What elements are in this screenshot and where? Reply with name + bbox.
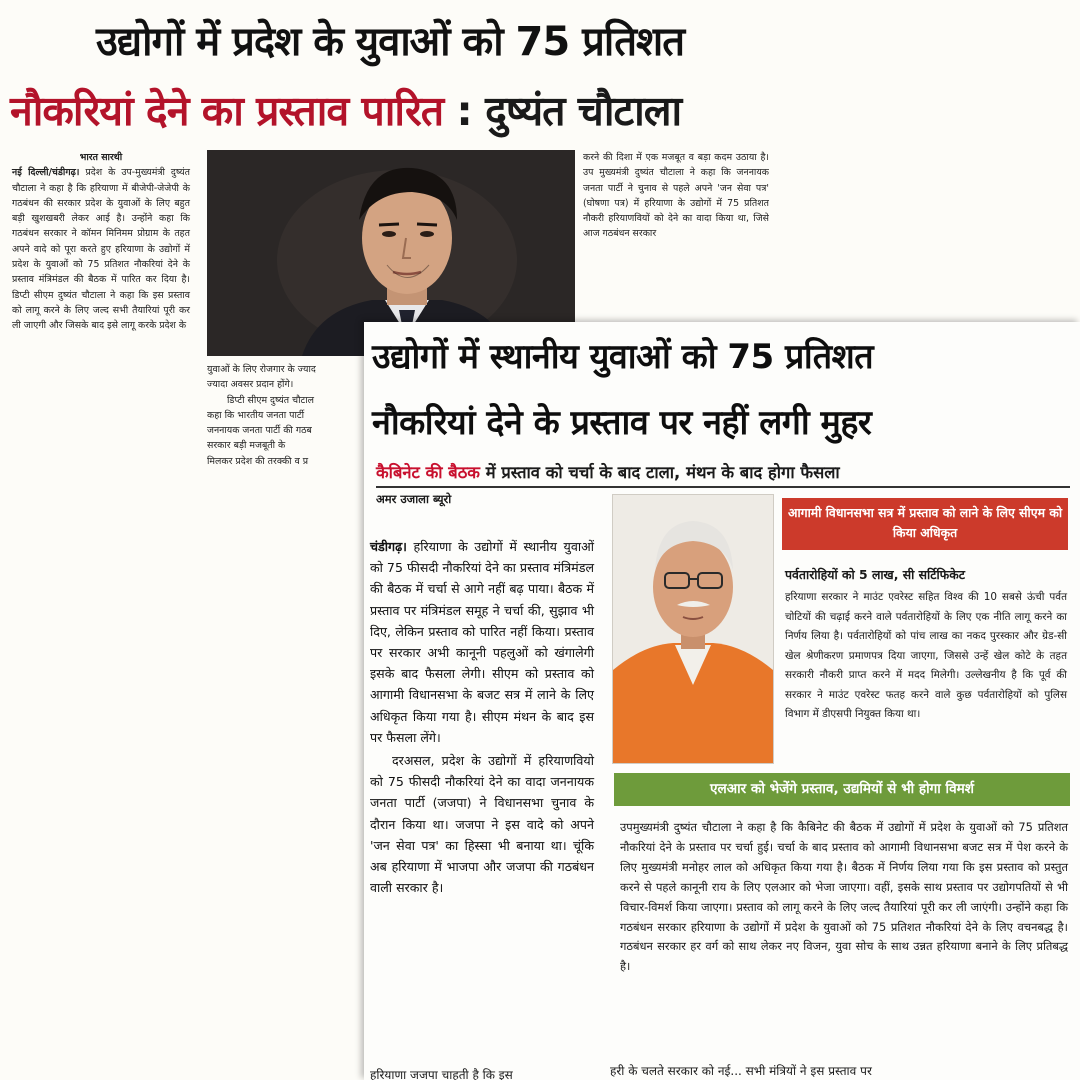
portrait-illustration-2 bbox=[613, 495, 773, 763]
body-cut-line: हरियाणा जजपा चाहती है कि इस bbox=[370, 1068, 513, 1080]
body-paragraph-2: दरअसल, प्रदेश के उद्योगों में हरियाणवियो को 75 फीसदी नौकरियां देने का वादा जननायक जनता पार्टी (जजपा) ने विधानसभा चुनाव के दौरान किया था। जजपा ने इस वादे को अपने 'जन सेवा पत्र' का हिस्सा भी बनाया था। चूंकि अब हरियाणा में भाजपा और जजपा की गठबंधन वाली सरकार है। bbox=[370, 753, 594, 896]
top-article-column-2 bbox=[207, 362, 365, 469]
column-2-line: मिलकर प्रदेश की तरक्की व प्र bbox=[207, 455, 309, 467]
lr-proposal-body: उपमुख्यमंत्री दुष्यंत चौटाला ने कहा है कि कैबिनेट की बैठक में उद्योगों में प्रदेश के युवाओं को 75 प्रतिशत नौकरियां देने के प्रस्ताव पर चर्चा हुई। चर्चा के बाद प्रस्ताव को आगामी विधानसभा बजट सत्र में पेश करने के लिए मुख्यमंत्री मनोहर लाल को अधिकृत किया गया है। बैठक में निर्णय लिया गया कि इस प्रस्ताव को प्रस्तुत करने से पहले कानूनी राय के लिए एलआर को भेजा जाएगा। वहीं, इसके साथ प्रस्ताव पर उद्योगपतियों से भी विचार-विमर्श किया जाएगा। प्रस्ताव को लागू करने के लिए जल्द तैयारियां पूरी कर ली जाएंगी। उन्होंने कहा कि गठबंधन सरकार हरियाणा के उद्योगों में प्रदेश के युवाओं को 75 प्रतिशत नौकरियां देने के लिए वचनबद्ध है। गठबंधन सरकार हर वर्ग को साथ लेकर नए विजन, युवा सोच के साथ उन्नत हरियाणा बनाने के लिए प्रतिबद्ध है। bbox=[620, 820, 1068, 974]
overlay-subheadline bbox=[376, 460, 1076, 483]
mountaineers-body: हरियाणा सरकार ने माउंट एवरेस्ट सहित विश्व की 10 सबसे ऊंची पर्वत चोटियों की चढ़ाई करने वाले पर्वतारोहियों के लिए एक नीति लागू करने का निर्णय लिया है। पर्वतारोहियों को पांच लाख का नकद पुरस्कार और ग्रेड-सी खेल श्रेणीकरण प्रमाणपत्र दिया जाएगा, जिससे उन्हें खेल कोटे के तहत सरकारी नौकरी प्राप्त करने में मदद मिलेगी। उल्लेखनीय है कि पूर्व की सरकार ने माउंट एवरेस्ट फतह करने वाले कुछ पर्वतारोहियों को पुलिस विभाग में डीएसपी नियुक्त किया था। bbox=[785, 591, 1067, 720]
manohar-lal-photo bbox=[612, 494, 774, 764]
bottom-cut-line: हरी के चलते सरकार को नई... सभी मंत्रियों ने इस प्रस्ताव पर bbox=[610, 1064, 872, 1078]
column-1-text: प्रदेश के उप-मुख्यमंत्री दुष्यंत चौटाला ने कहा है कि हरियाणा में बीजेपी-जेजेपी के गठबंधन की सरकार प्रदेश के युवाओं के लिए बहुत बड़ी खुशखबरी लेकर आई है। उन्होंने कहा कि गठबंधन सरकार ने कॉमन मिनिमम प्रोग्राम के तहत अपने वादे को पूरा करते हुए हरियाणा के उद्योगों में प्रदेश के युवाओं को 75 प्रतिशत नौकरियां देने के प्रस्ताव मंत्रिमंडल की बैठक में पारित कर दिया है। डिप्टी सीएम दुष्यंत चौटाला ने कहा कि इस प्रस्ताव को लागू करने के लिए जल्द सभी तैयारियां पूरी कर ली जाएगी और जिसके बाद इसे लागू करके प्रदेश के bbox=[12, 167, 191, 332]
top-headline-red: नौकरियां देने का प्रस्ताव पारित bbox=[10, 87, 444, 135]
column-2-line: सरकार बड़ी मजबूती के bbox=[207, 440, 286, 452]
overlay-headline-line2: नौकरियां देने के प्रस्ताव पर नहीं लगी मुहर bbox=[372, 403, 872, 443]
overlay-body-text bbox=[370, 536, 594, 898]
top-article-column-1 bbox=[12, 150, 190, 334]
top-headline-line2 bbox=[10, 82, 780, 138]
body-dateline: चंडीगढ़। bbox=[370, 539, 407, 554]
body-paragraph bbox=[370, 536, 594, 748]
overlay-headline-line1: उद्योगों में स्थानीय युवाओं को 75 प्रतिशत bbox=[372, 337, 874, 377]
top-headline-name: दुष्यंत चौटाला bbox=[485, 87, 682, 135]
column-2-line: डिप्टी सीएम दुष्यंत चौटाल bbox=[227, 394, 315, 406]
dateline: नई दिल्ली/चंडीगढ़। bbox=[12, 167, 80, 179]
highlight-box-green: एलआर को भेजेंगे प्रस्ताव, उद्यमियों से भी होगा विमर्श bbox=[614, 773, 1070, 806]
top-headline-separator: : bbox=[443, 87, 486, 135]
column-2-line: कहा कि भारतीय जनता पार्टी bbox=[207, 409, 305, 421]
mountaineers-heading: पर्वतारोहियों को 5 लाख, सी सर्टिफिकेट bbox=[785, 567, 965, 582]
column-2-line: जननायक जनता पार्टी की गठब bbox=[207, 425, 312, 437]
column-2-line: ज्यादा अवसर प्रदान होंगे। bbox=[207, 379, 294, 391]
body-paragraph-1: हरियाणा के उद्योगों में स्थानीय युवाओं को 75 फीसदी नौकरियां देने का प्रस्ताव मंत्रिमंडल की बैठक में चर्चा से आगे नहीं बढ़ पाया। बैठक में प्रस्ताव पर मंत्रिमंडल समूह ने चर्चा की, सुझाव भी दिए, लेकिन प्रस्ताव को पारित नहीं किया। प्रस्ताव पर सरकार अभी कानूनी पहलुओं को खंगालेगी इसके बाद फैसला लेगी। सीएम को प्रस्ताव को आगामी विधानसभा के बजट सत्र में लाने के लिए अधिकृत किया गया है। सीएम मंथन के बाद इस पर फैसला लेंगे। bbox=[370, 539, 594, 745]
source-byline: भारत सारथी bbox=[79, 152, 123, 163]
top-headline-line1: उद्योगों में प्रदेश के युवाओं को 75 प्रतिशत bbox=[95, 19, 685, 65]
subheadline-red: कैबिनेट की बैठक bbox=[376, 463, 480, 482]
highlight-box-red: आगामी विधानसभा सत्र में प्रस्ताव को लाने के लिए सीएम को किया अधिकृत bbox=[782, 498, 1068, 550]
divider bbox=[376, 486, 1070, 488]
overlay-byline: अमर उजाला ब्यूरो bbox=[376, 492, 452, 506]
subheadline-rest: में प्रस्ताव को चर्चा के बाद टाला, मंथन के बाद होगा फैसला bbox=[479, 463, 840, 482]
column-2-line: युवाओं के लिए रोजगार के ज्याद bbox=[207, 364, 316, 375]
top-article-column-3: करने की दिशा में एक मजबूत व बड़ा कदम उठाया है। उप मुख्यमंत्री दुष्यंत चौटाला ने कहा कि जननायक जनता पार्टी ने चुनाव से पहले अपने 'जन सेवा पत्र' (घोषणा पत्र) में हरियाणा के उद्योगों में 75 प्रतिशत नौकरी हरियाणवियों को देने का वादा किया था, जिसे आज गठबंधन सरकार bbox=[583, 152, 769, 240]
